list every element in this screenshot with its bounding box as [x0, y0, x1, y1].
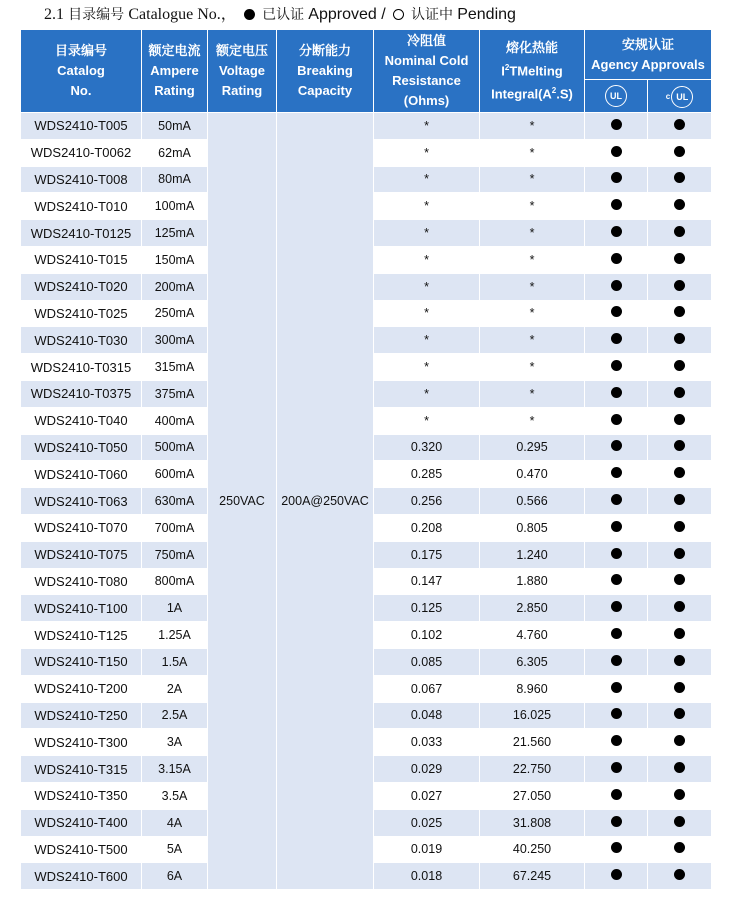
cell-melting: 0.470: [480, 461, 585, 488]
cell-ul: [585, 113, 648, 140]
cell-cul: [648, 836, 712, 863]
cell-resistance: 0.029: [374, 756, 480, 783]
approved-icon: [611, 789, 622, 800]
cell-melting: *: [480, 113, 585, 140]
cell-catalog: WDS2410-T150: [21, 648, 142, 675]
cell-ampere: 2.5A: [142, 702, 208, 729]
cell-ampere: 1.5A: [142, 648, 208, 675]
header-breaking-en1: Breaking: [297, 63, 353, 78]
pending-label-cn: 认证中: [411, 7, 454, 23]
cell-resistance: 0.027: [374, 782, 480, 809]
approved-icon: [674, 628, 685, 639]
header-approvals-en: Agency Approvals: [591, 56, 705, 72]
approved-icon: [674, 816, 685, 827]
cell-catalog: WDS2410-T0125: [21, 220, 142, 247]
approved-icon: [611, 842, 622, 853]
cell-cul: [648, 327, 712, 354]
approved-label-cn: 已认证: [262, 7, 305, 23]
cell-catalog: WDS2410-T400: [21, 809, 142, 836]
pending-label-en: Pending: [457, 6, 516, 23]
approved-icon: [674, 682, 685, 693]
cell-ul: [585, 863, 648, 890]
cell-catalog: WDS2410-T075: [21, 541, 142, 568]
approved-icon: [674, 172, 685, 183]
cell-resistance: 0.208: [374, 514, 480, 541]
approved-icon: [674, 360, 685, 371]
cul-logo-icon: c UL: [666, 86, 693, 108]
cell-resistance: 0.025: [374, 809, 480, 836]
cell-ampere: 1A: [142, 595, 208, 622]
cell-melting: 0.566: [480, 488, 585, 515]
cell-catalog: WDS2410-T050: [21, 434, 142, 461]
header-catalog-en2: No.: [70, 83, 92, 98]
header-melting-en1: $I^2TMelting$: [501, 62, 563, 78]
cell-catalog: WDS2410-T030: [21, 327, 142, 354]
cell-catalog: WDS2410-T005: [21, 113, 142, 140]
cell-ampere: 750mA: [142, 541, 208, 568]
cell-ul: [585, 488, 648, 515]
cell-cul: [648, 220, 712, 247]
cell-cul: [648, 863, 712, 890]
cell-cul: [648, 702, 712, 729]
cell-resistance: *: [374, 220, 480, 247]
approved-icon: [674, 119, 685, 130]
cell-ampere: 100mA: [142, 193, 208, 220]
header-voltage: [208, 30, 277, 113]
cell-ampere: 200mA: [142, 273, 208, 300]
cell-ul: [585, 193, 648, 220]
approved-icon: [674, 414, 685, 425]
cell-ul: [585, 836, 648, 863]
cell-resistance: *: [374, 380, 480, 407]
section-title-cn: 目录编号: [68, 7, 125, 23]
cell-melting: 4.760: [480, 622, 585, 649]
cell-resistance: 0.285: [374, 461, 480, 488]
cell-melting: *: [480, 246, 585, 273]
approved-icon: [674, 199, 685, 210]
header-voltage-cn: 额定电压: [215, 43, 268, 58]
cell-resistance: 0.147: [374, 568, 480, 595]
section-number: 2.1: [44, 6, 64, 23]
cell-resistance: *: [374, 300, 480, 327]
cell-ampere: 150mA: [142, 246, 208, 273]
cell-resistance: 0.125: [374, 595, 480, 622]
cell-melting: *: [480, 166, 585, 193]
approved-icon: [674, 762, 685, 773]
cell-resistance: *: [374, 327, 480, 354]
header-catalog-cn: 目录编号: [54, 43, 107, 58]
header-catalog-en1: Catalog: [57, 63, 105, 78]
approved-icon: [611, 306, 622, 317]
cell-cul: [648, 461, 712, 488]
cell-ul: [585, 541, 648, 568]
cell-cul: [648, 782, 712, 809]
cell-catalog: WDS2410-T080: [21, 568, 142, 595]
header-breaking-cn: 分断能力: [298, 43, 351, 58]
cell-ul: [585, 756, 648, 783]
catalog-table: [20, 29, 712, 890]
cell-melting: 0.805: [480, 514, 585, 541]
cell-cul: [648, 622, 712, 649]
cell-ampere: 3.15A: [142, 756, 208, 783]
cell-melting: 1.880: [480, 568, 585, 595]
cell-resistance: *: [374, 166, 480, 193]
approved-icon: [611, 762, 622, 773]
cell-ul: [585, 166, 648, 193]
cell-ampere: 300mA: [142, 327, 208, 354]
header-resistance-en3: (Ohms): [403, 93, 450, 108]
approved-icon: [611, 467, 622, 478]
approved-icon: [674, 387, 685, 398]
header-ampere-en1: Ampere: [150, 63, 199, 78]
cell-ampere: 800mA: [142, 568, 208, 595]
header-resistance: [374, 30, 480, 113]
cell-ul: [585, 648, 648, 675]
table-row: [21, 113, 712, 140]
cell-resistance: 0.102: [374, 622, 480, 649]
header-melting-cn: 熔化热能: [505, 39, 558, 55]
pending-legend-icon: [393, 9, 404, 20]
cell-ul: [585, 514, 648, 541]
cell-cul: [648, 113, 712, 140]
cell-melting: 21.560: [480, 729, 585, 756]
approved-icon: [611, 360, 622, 371]
cell-ampere: 62mA: [142, 139, 208, 166]
cell-ul: [585, 139, 648, 166]
header-approvals-cn: 安规认证: [622, 36, 675, 52]
approved-icon: [611, 655, 622, 666]
cell-cul: [648, 273, 712, 300]
cell-catalog: WDS2410-T300: [21, 729, 142, 756]
cell-cul: [648, 166, 712, 193]
cell-cul: [648, 514, 712, 541]
cell-catalog: WDS2410-T600: [21, 863, 142, 890]
header-voltage-en2: Rating: [221, 83, 263, 98]
cell-resistance: *: [374, 273, 480, 300]
cell-resistance: *: [374, 193, 480, 220]
ul-logo-icon: UL: [605, 85, 627, 107]
cell-ampere: 375mA: [142, 380, 208, 407]
cell-melting: *: [480, 327, 585, 354]
cell-ampere: 630mA: [142, 488, 208, 515]
cell-ul: [585, 809, 648, 836]
approved-icon: [674, 789, 685, 800]
approved-icon: [611, 226, 622, 237]
cell-ul: [585, 434, 648, 461]
cell-ampere: 5A: [142, 836, 208, 863]
cell-ul: [585, 246, 648, 273]
cell-melting: *: [480, 407, 585, 434]
approved-icon: [611, 574, 622, 585]
cell-ul: [585, 273, 648, 300]
cell-ul: [585, 595, 648, 622]
approved-legend-icon: [244, 9, 255, 20]
cell-ul: [585, 327, 648, 354]
cell-cul: [648, 246, 712, 273]
approved-icon: [611, 816, 622, 827]
header-ampere-cn: 额定电流: [148, 43, 201, 58]
header-resistance-en2: Resistance: [392, 73, 461, 88]
cell-cul: [648, 407, 712, 434]
cell-cul: [648, 488, 712, 515]
catalog-table-body: [21, 113, 712, 890]
cell-ampere: 2A: [142, 675, 208, 702]
cell-resistance: 0.048: [374, 702, 480, 729]
cell-ul: [585, 220, 648, 247]
cell-ampere: 3A: [142, 729, 208, 756]
header-resistance-en1: Nominal Cold: [384, 53, 469, 68]
approved-icon: [611, 682, 622, 693]
cell-ul: [585, 702, 648, 729]
cell-melting: *: [480, 139, 585, 166]
header-ampere-en2: Rating: [154, 83, 195, 98]
cell-ul: [585, 675, 648, 702]
cell-resistance: 0.067: [374, 675, 480, 702]
cell-catalog: WDS2410-T015: [21, 246, 142, 273]
cell-cul: [648, 434, 712, 461]
cell-melting: 16.025: [480, 702, 585, 729]
cell-melting: *: [480, 273, 585, 300]
approved-icon: [674, 333, 685, 344]
cell-resistance: *: [374, 407, 480, 434]
cell-melting: 2.850: [480, 595, 585, 622]
header-melting: [480, 30, 585, 113]
approved-icon: [611, 628, 622, 639]
approved-icon: [611, 146, 622, 157]
cell-cul: [648, 380, 712, 407]
cell-resistance: *: [374, 354, 480, 381]
approved-icon: [674, 521, 685, 532]
header-breaking: [277, 30, 374, 113]
cell-ampere: 50mA: [142, 113, 208, 140]
cell-ul: [585, 729, 648, 756]
approved-icon: [611, 414, 622, 425]
cell-catalog: WDS2410-T200: [21, 675, 142, 702]
approved-icon: [674, 226, 685, 237]
cell-voltage: 250VAC: [208, 113, 277, 890]
cell-resistance: *: [374, 113, 480, 140]
approved-icon: [611, 333, 622, 344]
approved-icon: [611, 172, 622, 183]
header-cul: [648, 80, 712, 113]
cell-resistance: 0.018: [374, 863, 480, 890]
cell-catalog: WDS2410-T025: [21, 300, 142, 327]
cell-melting: 40.250: [480, 836, 585, 863]
cell-ampere: 500mA: [142, 434, 208, 461]
cell-ampere: 125mA: [142, 220, 208, 247]
cell-ul: [585, 407, 648, 434]
cell-melting: *: [480, 193, 585, 220]
approved-icon: [674, 869, 685, 880]
header-resistance-cn: 冷阻值: [406, 33, 446, 48]
approved-icon: [611, 253, 622, 264]
cell-catalog: WDS2410-T350: [21, 782, 142, 809]
cell-ul: [585, 622, 648, 649]
approved-icon: [611, 521, 622, 532]
cell-cul: [648, 541, 712, 568]
approved-icon: [674, 306, 685, 317]
cell-melting: 67.245: [480, 863, 585, 890]
cell-catalog: WDS2410-T060: [21, 461, 142, 488]
cell-ul: [585, 461, 648, 488]
approved-icon: [611, 280, 622, 291]
cell-cul: [648, 648, 712, 675]
cell-catalog: WDS2410-T020: [21, 273, 142, 300]
cell-melting: 27.050: [480, 782, 585, 809]
cell-cul: [648, 193, 712, 220]
section-title-en: Catalogue No.，: [128, 6, 237, 23]
cell-melting: 22.750: [480, 756, 585, 783]
cell-cul: [648, 675, 712, 702]
header-voltage-en1: Voltage: [219, 63, 265, 78]
cell-catalog: WDS2410-T0062: [21, 139, 142, 166]
approved-icon: [611, 494, 622, 505]
cell-ul: [585, 568, 648, 595]
cell-catalog: WDS2410-T250: [21, 702, 142, 729]
cell-melting: *: [480, 220, 585, 247]
approved-icon: [674, 146, 685, 157]
cell-cul: [648, 809, 712, 836]
header-ul: [585, 80, 648, 113]
approved-icon: [674, 280, 685, 291]
approved-icon: [611, 119, 622, 130]
approved-icon: [611, 869, 622, 880]
cell-cul: [648, 595, 712, 622]
cell-catalog: WDS2410-T100: [21, 595, 142, 622]
header-ampere: [142, 30, 208, 113]
approved-icon: [674, 601, 685, 612]
cell-ampere: 3.5A: [142, 782, 208, 809]
approved-icon: [611, 387, 622, 398]
cell-resistance: 0.320: [374, 434, 480, 461]
cell-catalog: WDS2410-T315: [21, 756, 142, 783]
cell-ul: [585, 354, 648, 381]
cell-catalog: WDS2410-T0315: [21, 354, 142, 381]
approved-icon: [611, 735, 622, 746]
cell-catalog: WDS2410-T125: [21, 622, 142, 649]
approved-icon: [674, 494, 685, 505]
cell-melting: 6.305: [480, 648, 585, 675]
header-catalog: [21, 30, 142, 113]
approved-label-en: Approved /: [308, 6, 386, 23]
cell-ampere: 80mA: [142, 166, 208, 193]
cell-catalog: WDS2410-T070: [21, 514, 142, 541]
cell-resistance: 0.085: [374, 648, 480, 675]
cell-melting: 0.295: [480, 434, 585, 461]
cell-resistance: *: [374, 139, 480, 166]
cell-cul: [648, 354, 712, 381]
approved-icon: [674, 440, 685, 451]
cell-ampere: 315mA: [142, 354, 208, 381]
cell-resistance: 0.033: [374, 729, 480, 756]
approved-icon: [674, 735, 685, 746]
approved-icon: [674, 842, 685, 853]
header-breaking-en2: Capacity: [297, 83, 353, 98]
cell-resistance: 0.256: [374, 488, 480, 515]
cell-catalog: WDS2410-T500: [21, 836, 142, 863]
approved-icon: [611, 601, 622, 612]
cell-catalog: WDS2410-T063: [21, 488, 142, 515]
cell-melting: *: [480, 354, 585, 381]
cell-catalog: WDS2410-T040: [21, 407, 142, 434]
cell-resistance: *: [374, 246, 480, 273]
cell-cul: [648, 568, 712, 595]
cell-catalog: WDS2410-T008: [21, 166, 142, 193]
approved-icon: [674, 708, 685, 719]
cell-melting: 8.960: [480, 675, 585, 702]
cell-catalog: WDS2410-T010: [21, 193, 142, 220]
approved-icon: [611, 548, 622, 559]
cell-catalog: WDS2410-T0375: [21, 380, 142, 407]
cell-ul: [585, 300, 648, 327]
approved-icon: [611, 440, 622, 451]
approved-icon: [674, 253, 685, 264]
cell-ampere: 6A: [142, 863, 208, 890]
cell-ampere: 400mA: [142, 407, 208, 434]
header-approvals: [585, 30, 712, 80]
cell-ul: [585, 782, 648, 809]
approved-icon: [674, 574, 685, 585]
cell-cul: [648, 756, 712, 783]
cell-melting: 31.808: [480, 809, 585, 836]
cell-breaking: 200A@250VAC: [277, 113, 374, 890]
section-title: [44, 4, 516, 26]
header-melting-en2: $Integral(A^2.S)$: [491, 86, 573, 102]
approved-icon: [611, 708, 622, 719]
cell-ampere: 700mA: [142, 514, 208, 541]
cell-ampere: 1.25A: [142, 622, 208, 649]
cell-resistance: 0.175: [374, 541, 480, 568]
approved-icon: [674, 655, 685, 666]
cell-cul: [648, 300, 712, 327]
cell-resistance: 0.019: [374, 836, 480, 863]
approved-icon: [674, 548, 685, 559]
cell-ampere: 250mA: [142, 300, 208, 327]
cell-ampere: 600mA: [142, 461, 208, 488]
approved-icon: [674, 467, 685, 478]
cell-melting: *: [480, 300, 585, 327]
cell-ampere: 4A: [142, 809, 208, 836]
approved-icon: [611, 199, 622, 210]
cell-cul: [648, 139, 712, 166]
cell-cul: [648, 729, 712, 756]
cell-melting: 1.240: [480, 541, 585, 568]
cell-melting: *: [480, 380, 585, 407]
cell-ul: [585, 380, 648, 407]
